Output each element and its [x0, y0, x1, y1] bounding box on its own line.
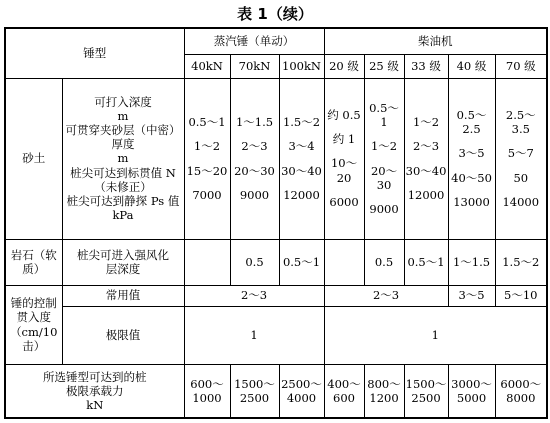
- rock-row: [5, 239, 547, 285]
- spacer: [281, 178, 323, 188]
- rock-value: 1～1.5: [448, 239, 495, 285]
- capacity-row: [5, 364, 547, 418]
- rock-value: 0.5: [230, 239, 279, 285]
- capacity-value: [364, 364, 404, 418]
- spacer: [326, 185, 363, 195]
- sand-value: 30～40: [405, 163, 447, 178]
- capacity-value-line: 8000: [506, 390, 536, 405]
- sand-values-col: [364, 78, 404, 239]
- penetration-common-diesel-40: 3～5: [448, 285, 495, 306]
- sand-row: [5, 78, 547, 239]
- spacer: [281, 154, 323, 164]
- sand-value: 2～3: [241, 139, 268, 154]
- capacity-value-line: 1200: [369, 390, 399, 405]
- sand-value: 10～20: [330, 156, 358, 185]
- capacity-value-line: 6000～: [500, 376, 542, 391]
- sand-value: 12000: [283, 187, 320, 202]
- spacer: [450, 185, 494, 195]
- steam-hammer-header: 蒸汽锤（单动）: [184, 28, 324, 54]
- sand-value: 3～5: [458, 146, 485, 161]
- spacer: [232, 129, 278, 139]
- rock-category: 岩石（软 质）: [5, 239, 62, 285]
- col-header-diesel-33: 33 级: [404, 54, 448, 78]
- spacer: [326, 146, 363, 156]
- penetration-limit-diesel: 1: [324, 306, 547, 364]
- sand-value: 3～4: [288, 139, 315, 154]
- diesel-hammer-header: 柴油机: [324, 28, 547, 54]
- spacer: [366, 192, 403, 202]
- penetration-limit-label: 极限值: [62, 306, 184, 364]
- sand-value: 20～30: [370, 163, 398, 192]
- capacity-value-line: 1000: [192, 390, 222, 405]
- rock-label: 桩尖可进入强风化 层深度: [62, 239, 184, 285]
- capacity-value: [448, 364, 495, 418]
- sand-values-col: [279, 78, 324, 239]
- capacity-value-line: 800～: [367, 376, 401, 391]
- capacity-value-line: 1500～: [234, 376, 275, 391]
- capacity-value: [279, 364, 324, 418]
- sand-values-col: [324, 78, 364, 239]
- sand-value: 0.5～: [456, 108, 487, 123]
- col-header-steam-100kn: 100kN: [279, 54, 324, 78]
- spacer: [450, 161, 494, 171]
- sand-value: 约 1: [332, 132, 356, 147]
- col-header-diesel-70: 70 级: [495, 54, 547, 78]
- capacity-value: [324, 364, 364, 418]
- spacer: [497, 136, 546, 146]
- sand-cpt-label: 桩尖可达到静探 Ps 值 kPa: [66, 193, 180, 222]
- spacer: [406, 154, 447, 164]
- spacer: [450, 136, 494, 146]
- spacer: [497, 161, 546, 171]
- sand-value: 9000: [239, 187, 270, 202]
- rock-value: 0.5～1: [404, 239, 448, 285]
- penetration-common-diesel: 2～3: [324, 285, 448, 306]
- sand-value: 12000: [407, 187, 445, 202]
- rock-value: 0.5～1: [279, 239, 324, 285]
- capacity-value: [495, 364, 547, 418]
- sand-value: 1～2: [193, 139, 221, 154]
- spacer: [406, 129, 447, 139]
- rock-value: [184, 239, 230, 285]
- capacity-value-line: 2500: [239, 390, 270, 405]
- table-title: 表 1（续）: [237, 5, 313, 23]
- spacer: [366, 154, 403, 164]
- penetration-common-row: [5, 285, 547, 306]
- sand-value: 3.5: [511, 122, 530, 137]
- capacity-value: [184, 364, 230, 418]
- sand-value: 20～30: [234, 163, 275, 178]
- hammer-selection-table: [4, 27, 548, 419]
- capacity-label: 所选锤型可达到的桩 极限承载力 kN: [5, 364, 184, 418]
- sand-value: 1～2: [412, 115, 440, 130]
- capacity-value-line: 5000: [456, 390, 487, 405]
- spacer: [232, 154, 278, 164]
- capacity-value-line: 400～: [327, 376, 361, 391]
- penetration-common-label: 常用值: [62, 285, 184, 306]
- col-header-diesel-40: 40 级: [448, 54, 495, 78]
- sand-value: 15～20: [186, 163, 228, 178]
- sand-values-col: [448, 78, 495, 239]
- rock-value: 1.5～2: [495, 239, 547, 285]
- capacity-value-line: 2500: [411, 390, 441, 405]
- sand-layer-unit: m: [117, 151, 129, 166]
- capacity-value: [404, 364, 448, 418]
- sand-value: 0.5～1: [188, 115, 226, 130]
- sand-value: 5～7: [507, 146, 534, 161]
- sand-value: 30～40: [281, 163, 322, 178]
- sand-value: 2.5: [462, 122, 481, 137]
- sand-depth-unit: m: [117, 109, 129, 124]
- sand-spt-label: 桩尖可达到标贯值 N（未修正）: [70, 165, 176, 194]
- spacer: [186, 129, 229, 139]
- sand-values-col: [230, 78, 279, 239]
- penetration-common-steam: 2～3: [184, 285, 324, 306]
- capacity-value: [230, 364, 279, 418]
- sand-values-col: [404, 78, 448, 239]
- penetration-category: 锤的控制 贯入度 （cm/10 击）: [5, 285, 62, 364]
- sand-values-col: [184, 78, 230, 239]
- hammer-type-header: 锤型: [5, 28, 184, 78]
- capacity-value-line: 3000～: [451, 376, 492, 391]
- capacity-value-line: 1500～: [405, 376, 447, 391]
- sand-value: 14000: [502, 194, 540, 209]
- capacity-value-line: 2500～: [281, 376, 322, 391]
- sand-value: 9000: [369, 201, 399, 216]
- penetration-limit-steam: 1: [184, 306, 324, 364]
- capacity-value-line: 4000: [286, 390, 317, 405]
- spacer: [281, 129, 323, 139]
- sand-depth-label: 可打入深度: [94, 95, 152, 110]
- capacity-value-line: 600: [333, 390, 355, 405]
- spacer: [232, 178, 278, 188]
- spacer: [497, 185, 546, 195]
- sand-value: 40～50: [451, 170, 492, 185]
- spacer: [186, 178, 229, 188]
- sand-value: 约 0.5: [327, 108, 361, 123]
- rock-value: [324, 239, 364, 285]
- spacer: [186, 154, 229, 164]
- penetration-limit-row: [5, 306, 547, 364]
- capacity-value-line: 600～: [190, 376, 224, 391]
- sand-value: 7000: [192, 187, 222, 202]
- sand-layer-label: 可贯穿夹砂层（中密）厚度: [65, 123, 181, 152]
- sand-value: 2～3: [412, 139, 440, 154]
- sand-item-labels: [62, 78, 184, 239]
- col-header-diesel-25: 25 级: [364, 54, 404, 78]
- sand-value: 50: [513, 170, 529, 185]
- penetration-common-diesel-70: 5～10: [495, 285, 547, 306]
- spacer: [406, 178, 447, 188]
- sand-value: 6000: [329, 194, 359, 209]
- sand-category: 砂土: [5, 78, 62, 239]
- col-header-steam-40kn: 40kN: [184, 54, 230, 78]
- sand-values-col: [495, 78, 547, 239]
- sand-value: 1～2: [370, 139, 398, 154]
- sand-value: 2.5～: [505, 108, 536, 123]
- col-header-steam-70kn: 70kN: [230, 54, 279, 78]
- rock-value: 0.5: [364, 239, 404, 285]
- spacer: [326, 122, 363, 132]
- sand-value: 1～1.5: [235, 115, 274, 130]
- spacer: [366, 129, 403, 139]
- sand-value: 13000: [453, 194, 490, 209]
- col-header-diesel-20: 20 级: [324, 54, 364, 78]
- sand-value: 0.5～1: [369, 101, 399, 130]
- sand-value: 1.5～2: [282, 115, 321, 130]
